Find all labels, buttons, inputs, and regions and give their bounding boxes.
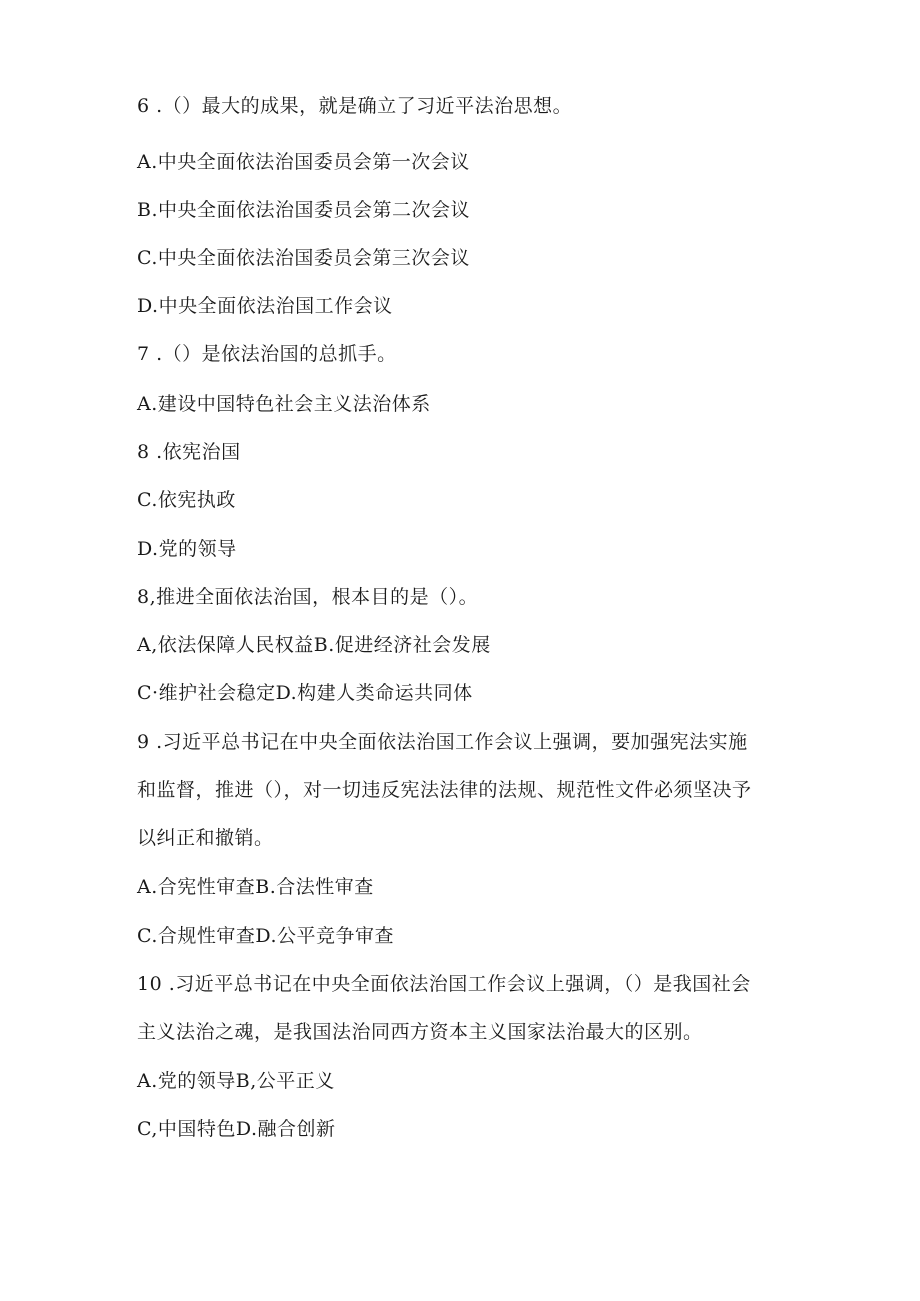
question-9-stem-line-1: 9 .习近平总书记在中央全面依法治国工作会议上强调，要加强宪法实施: [137, 731, 748, 753]
question-9-stem-line-2: 和监督，推进（），对一切违反宪法法律的法规、规范性文件必须坚决予: [137, 779, 752, 801]
question-9-options-ab: A.合宪性审查B.合法性审查: [137, 876, 374, 898]
question-8-stem: 8,推进全面依法治国，根本目的是（）。: [137, 586, 479, 608]
question-7-option-a: A.建设中国特色社会主义法治体系: [137, 393, 431, 415]
question-6-option-a: A.中央全面依法治国委员会第一次会议: [137, 151, 470, 173]
question-6-option-c: C.中央全面依法治国委员会第三次会议: [137, 247, 470, 269]
question-7-stem: 7 .（）是依法治国的总抓手。: [137, 343, 397, 365]
question-10-stem-line-2: 主义法治之魂，是我国法治同西方资本主义国家法治最大的区别。: [137, 1021, 703, 1043]
question-9-stem-line-3: 以纠正和撤销。: [137, 827, 274, 849]
question-6-option-b: B.中央全面依法治国委员会第二次会议: [137, 199, 471, 221]
question-10-stem-line-1: 10 .习近平总书记在中央全面依法治国工作会议上强调，（）是我国社会: [137, 973, 751, 995]
question-7-option-b: 8 .依宪治国: [137, 441, 241, 463]
question-8-options-cd: C·维护社会稳定D.构建人类命运共同体: [137, 682, 473, 704]
question-8-options-ab: A,依法保障人民权益B.促进经济社会发展: [137, 634, 491, 656]
question-6-stem: 6 .（）最大的成果，就是确立了习近平法治思想。: [137, 95, 573, 117]
question-9-options-cd: C.合规性审查D.公平竞争审查: [137, 925, 394, 947]
question-10-options-ab: A.党的领导B,公平正义: [137, 1070, 335, 1092]
question-10-options-cd: C,中国特色D.融合创新: [137, 1118, 336, 1140]
question-7-option-c: C.依宪执政: [137, 489, 236, 511]
question-6-option-d: D.中央全面依法治国工作会议: [137, 295, 393, 317]
question-7-option-d: D.党的领导: [137, 538, 237, 560]
